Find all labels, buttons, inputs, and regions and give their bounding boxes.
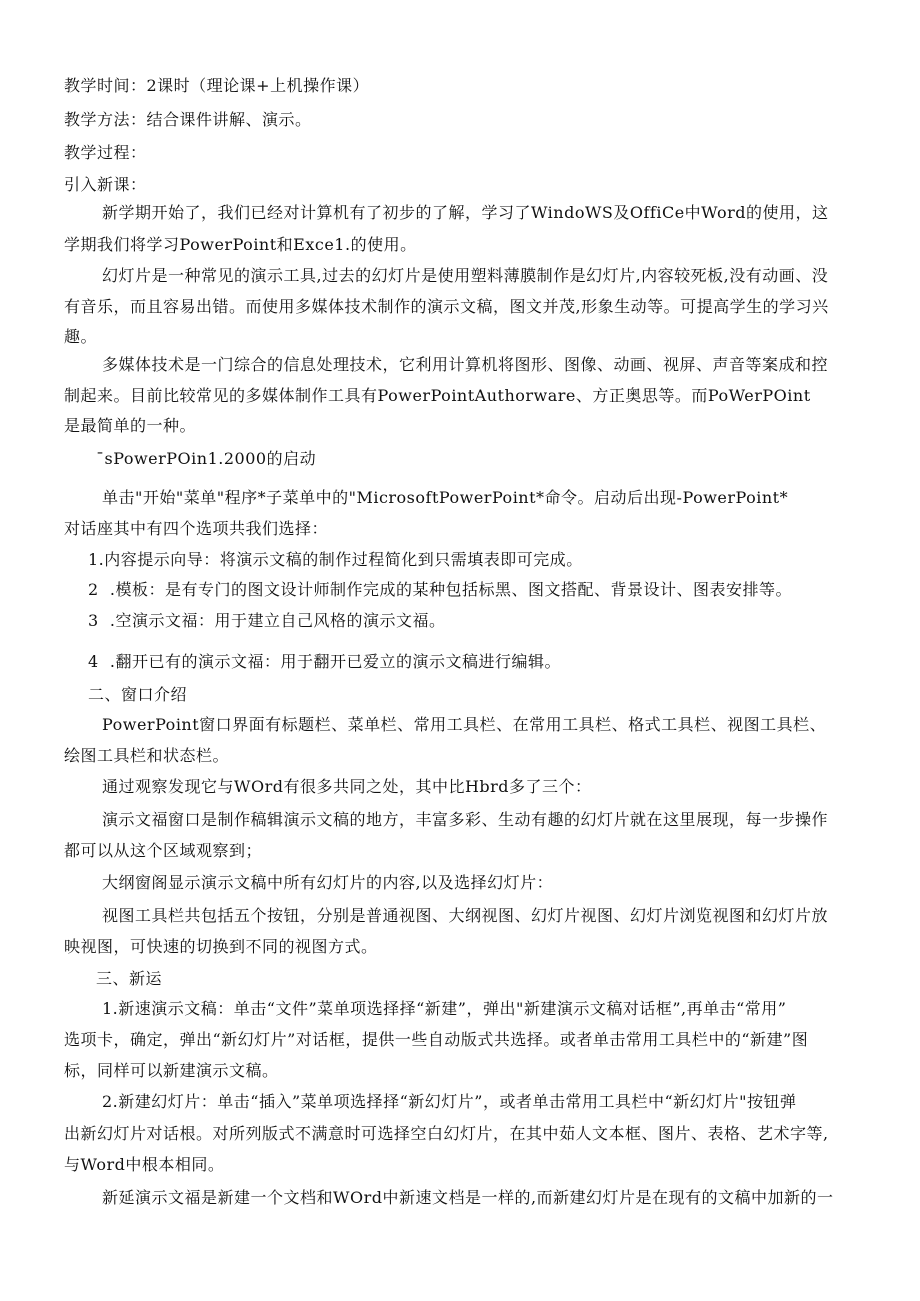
paragraph-line: 都可以从这个区域观察到； (64, 841, 263, 860)
list-item: 1.内容提示向导：将演示文稿的制作过程简化到只需填表即可完成。 (88, 550, 583, 569)
paragraph-line: 通过观察发现它与WOrd有很多共同之处，其中比Hbrd多了三个： (102, 777, 592, 796)
paragraph-line: 有音乐，而且容易出错。而使用多媒体技术制作的演示文稿，图文并茂,形象生动等。可提高学生的学习兴 (64, 297, 829, 316)
section-heading: ¯sPowerPOin1.2000的启动 (96, 449, 317, 468)
teaching-process: 教学过程： (64, 143, 147, 162)
paragraph-line: 与Word中根本相同。 (64, 1155, 225, 1174)
list-item: 2 .模板：是有专门的图文设计师制作完成的某种包括标黑、图文搭配、背景设计、图表安排等。 (88, 580, 792, 599)
paragraph-line: 趣。 (64, 327, 98, 346)
paragraph-line: 对话座其中有四个选项共我们选择： (64, 519, 329, 538)
paragraph-line: 幻灯片是一种常见的演示工具,过去的幻灯片是使用塑料薄膜制作是幻灯片,内容较死板,没有动画、没 (102, 266, 829, 285)
paragraph-line: 多媒体技术是一门综合的信息处理技术，它利用计算机将图形、图像、动画、视屏、声音等案成和控 (102, 355, 829, 374)
paragraph-line: 绘图工具栏和状态栏。 (64, 746, 230, 765)
paragraph-line: 新延演示文福是新建一个文档和WOrd中新速文档是一样的,而新建幻灯片是在现有的文稿中加新的一 (102, 1188, 834, 1207)
teaching-time: 教学时间：2课时（理论课+上机操作课） (64, 76, 370, 95)
paragraph-line: 1.新速演示文稿：单击“文件”菜单项选择择“新建”，弹出"新建演示文稿对话框”,再单击“常用” (102, 999, 787, 1018)
paragraph-line: 大纲窗阁显示演示文稿中所有幻灯片的内容,以及选择幻灯片： (102, 873, 554, 892)
teaching-method: 教学方法：结合课件讲解、演示。 (64, 110, 312, 129)
paragraph-line: 制起来。目前比较常见的多媒体制作工具有PowerPointAuthorware、方正奥思等。而PoWerPOint (64, 386, 811, 405)
paragraph-line: 演示文福窗口是制作稿辑演示文稿的地方，丰富多彩、生动有趣的幻灯片就在这里展现，每一步操作 (102, 810, 829, 829)
section-heading: 三、新运 (96, 969, 163, 988)
paragraph-line: PowerPoint窗口界面有标题栏、菜单栏、常用工具栏、在常用工具栏、格式工具栏、视图工具栏、 (102, 715, 827, 734)
paragraph-line: 标，同样可以新建演示文稿。 (64, 1061, 279, 1080)
paragraph-line: 视图工具栏共包括五个按钮，分别是普通视图、大纲视图、幻灯片视图、幻灯片浏览视图和幻灯片放 (102, 906, 829, 925)
section-heading: 二、窗口介绍 (88, 685, 188, 704)
paragraph-line: 新学期开始了，我们已经对计算机有了初步的了解，学习了WindoWS及OffiCe中Word的使用，这 (102, 203, 829, 222)
list-item: 4 .翻开已有的演示文福：用于翻开已爱立的演示文稿进行编辑。 (88, 652, 561, 671)
paragraph-line: 映视图，可快速的切换到不同的视图方式。 (64, 937, 378, 956)
paragraph-line: 2.新建幻灯片：单击“插入”菜单项选择择“新幻灯片”，或者单击常用工具栏中“新幻灯片"按钮弹 (102, 1092, 797, 1111)
paragraph-line: 单击"开始"菜单"程序*子菜单中的"MicrosoftPowerPoint*命令。启动后出现-PowerPoint* (102, 488, 789, 507)
paragraph-line: 学期我们将学习PowerPoint和Exce1.的使用。 (64, 235, 417, 254)
paragraph-line: 是最简单的一种。 (64, 416, 197, 435)
section-heading: 引入新课： (64, 175, 147, 194)
paragraph-line: 选项卡，确定，弹出“新幻灯片”对话框，提供一些自动版式共选择。或者单击常用工具栏中的“新建”图 (64, 1030, 809, 1049)
list-item: 3 .空演示文福：用于建立自己风格的演示文福。 (88, 611, 446, 630)
paragraph-line: 出新幻灯片对话根。对所列版式不满意时可选择空白幻灯片，在其中茹人文本框、图片、表格、艺术字等, (64, 1124, 829, 1143)
